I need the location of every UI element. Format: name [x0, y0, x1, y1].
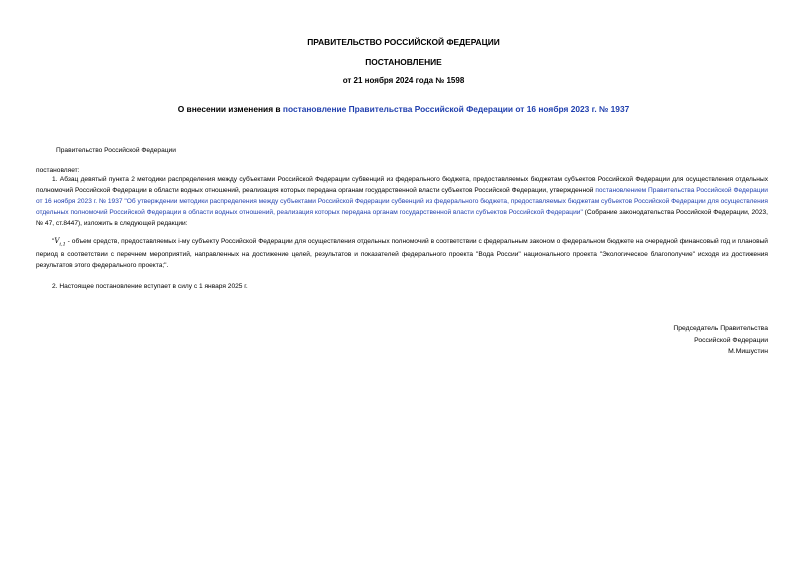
document-type: ПОСТАНОВЛЕНИЕ — [365, 57, 442, 67]
government-heading: ПРАВИТЕЛЬСТВО РОССИЙСКОЙ ФЕДЕРАЦИИ — [307, 37, 500, 47]
paragraph-1-text-a: 1. Абзац девятый пункта 2 методики распределения между субъектами Российской Федерации субвенций из федерального бюджета, предоставляемых бюджетам субъектов Российской Федерации для осуществления отдельных полномочий Российской Федерации в области водных отношений, реализация которых передана органам государственной власти субъектов Российской Федерации, утвержденной — [36, 176, 768, 194]
formula-variable — [54, 237, 66, 248]
government-line: Правительство Российской Федерации — [56, 147, 176, 154]
quoted-definition — [36, 236, 768, 272]
title-link[interactable]: постановление Правительства Российской Федерации от 16 ноября 2023 г. № 1937 — [282, 104, 630, 114]
title-prefix: О внесении изменения в — [177, 104, 283, 114]
variable-subscript: i,1 — [59, 241, 66, 248]
paragraph-1-text-b: (Собрание законодательства Российской Федерации, 2023, № 47, ст.8447), изложить в следующей редакции: — [36, 208, 768, 227]
signature-org: Российской Федерации — [694, 336, 768, 344]
signature-block — [673, 323, 768, 358]
quote-text: - объем средств, предоставляемых i-му субъекту Российской Федерации для осуществления отдельных полномочий в соответствии с федеральным законом о федеральном бюджете на очередной финансовый год и плановый период в соответствии с перечнем мероприятий, направленных на достижение целей, результатов и показателей федерального проекта "Вода России" национального проекта "Экологическое благополучие" исходя из достижения результатов этого федерального проекта;". — [36, 238, 768, 270]
signature-name: М.Мишустин — [728, 348, 768, 355]
decree-word: постановляет: — [36, 167, 80, 174]
document-title — [0, 104, 807, 114]
paragraph-1 — [36, 175, 768, 230]
signature-position: Председатель Правительства — [673, 325, 768, 332]
quote-open: " — [52, 238, 55, 245]
paragraph-2: 2. Настоящее постановление вступает в силу с 1 января 2025 г. — [52, 283, 248, 290]
date-number: от 21 ноября 2024 года № 1598 — [342, 76, 465, 85]
paragraph-1-link[interactable]: постановлением Правительства Российской Федерации от 16 ноября 2023 г. № 1937 "Об утверждении методики распределения между субъектами Российской Федерации субвенций из федерального бюджета, предоставляемых бюджетам субъектов Российской Федерации для осуществления отдельных полномочий Российской Федерации в области водных отношений, реализация которых передана органам государственной власти субъектов Российской Федерации" — [36, 186, 768, 216]
variable-letter: V — [54, 237, 60, 245]
